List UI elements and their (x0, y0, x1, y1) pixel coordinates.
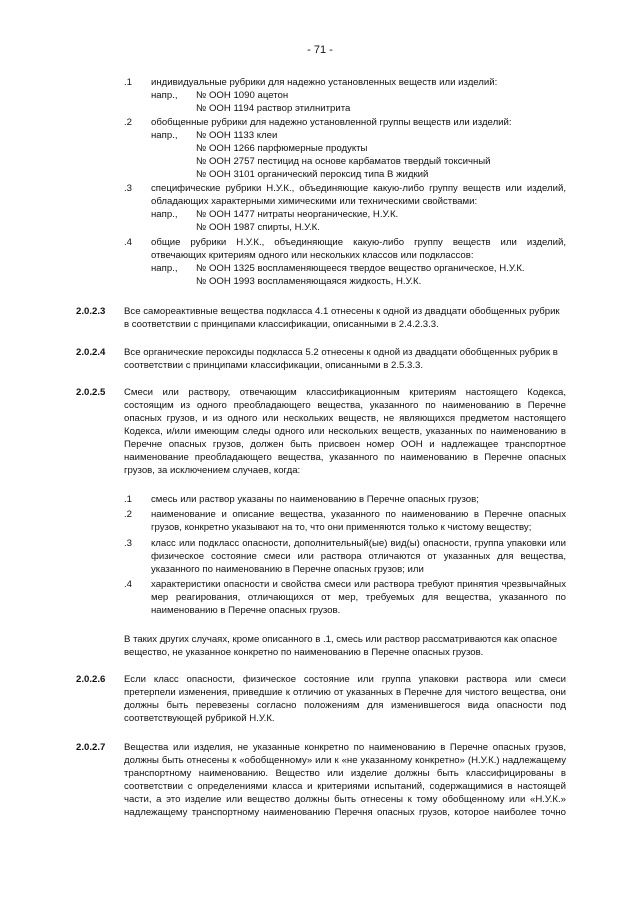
example-line: № ООН 1090 ацетон (196, 90, 289, 101)
example-line: № ООН 1477 нитраты неорганические, Н.У.К. (196, 209, 399, 220)
example-line: № ООН 1993 воспламеняющаяся жидкость, Н.У.К. (196, 276, 422, 287)
list-item-number: .3 (124, 183, 133, 194)
list-item-number: .4 (124, 237, 133, 248)
paragraph-line: Кодекса, и/или имеющим следы одного или нескольких веществ, указанных по наименованию в (124, 426, 566, 437)
page-number: - 71 - (307, 44, 333, 56)
section-number: 2.0.2.7 (76, 742, 106, 753)
paragraph-line: Вещества или изделия, не указанные конкретно по наименованию в Перечне опасных грузов, (124, 742, 566, 753)
paragraph-line: Перечне опасных грузов, должен быть присвоен номер ООН и надлежащее транспортное (124, 439, 566, 450)
list-item-text: отвечающих критериям одного или нескольких классов или подклассов: (151, 250, 474, 261)
list-item-text: физическое состояние смеси или раствора отличаются от указанных для вещества, (151, 551, 566, 562)
paragraph-line: вещество, не указанное конкретно по наименованию в Перечне опасных грузов. (124, 647, 484, 658)
paragraph-line: надлежащему транспортному наименованию Перечня опасных грузов, которое наиболее точно (124, 807, 566, 818)
paragraph-line: соответствующей рубрикой Н.У.К. (124, 713, 275, 724)
list-item-text: индивидуальные рубрики для надежно установленных веществ или изделий: (151, 77, 498, 88)
list-item-number: .3 (124, 538, 133, 549)
example-label: напр., (151, 130, 178, 141)
paragraph-line: Все органические пероксиды подкласса 5.2 отнесены к одной из двадцати обобщенных рубрик в (124, 347, 558, 358)
list-item-number: .1 (124, 494, 133, 505)
example-line: № ООН 1325 воспламеняющееся твердое вещество органическое, Н.У.К. (196, 263, 525, 274)
example-line: № ООН 1194 раствор этилнитрита (196, 103, 351, 114)
paragraph-line: состоящим из одного преобладающего вещества, указанного по наименованию в Перечне (124, 400, 566, 411)
list-item-text: специфические рубрики Н.У.К., объединяющие какую-либо группу веществ или изделий, (151, 183, 566, 194)
list-item-text: указанного по наименованию в Перечне опасных грузов; или (151, 564, 424, 575)
example-line: № ООН 2757 пестицид на основе карбаматов твердый токсичный (196, 156, 491, 167)
list-item-number: .4 (124, 579, 133, 590)
example-label: напр., (151, 90, 178, 101)
paragraph-line: В таких других случаях, кроме описанного в .1, смесь или раствор рассматриваются как опасное (124, 634, 558, 645)
paragraph-line: Все самореактивные вещества подкласса 4.1 отнесены к одной из двадцати обобщенных рубрик (124, 306, 560, 317)
section-number: 2.0.2.3 (76, 306, 106, 317)
section-number: 2.0.2.4 (76, 347, 106, 358)
list-item-text: смесь или раствор указаны по наименованию в Перечне опасных грузов; (151, 494, 479, 505)
example-line: № ООН 1133 клеи (196, 130, 278, 141)
paragraph-line: грузов, за исключением случаев, когда: (124, 465, 301, 476)
paragraph-line: в соответствии с принципами классификации, описанными в 2.4.2.3.3. (124, 319, 439, 330)
list-item-text: грузов, конкретно указывают на то, что они применяются только к чистому веществу; (151, 522, 532, 533)
list-item-text: обладающих характерными химическими или техническими свойствами: (151, 196, 478, 207)
example-line: № ООН 1987 спирты, Н.У.К. (196, 222, 320, 233)
example-line: № ООН 1266 парфюмерные продукты (196, 143, 368, 154)
paragraph-line: должны быть отнесены к «обобщенному» или к «не указанному конкретно» (Н.У.К.) надлежащему (124, 755, 566, 766)
paragraph-line: Смеси или раствору, отвечающим классификационным критериям настоящего Кодекса, (124, 387, 566, 398)
list-item-number: .2 (124, 509, 133, 520)
example-label: напр., (151, 263, 178, 274)
list-item-text: наименованию в Перечне опасных грузов. (151, 605, 341, 616)
list-item-text: наименование и описание вещества, указанного по наименованию в Перечне опасных (151, 509, 566, 520)
paragraph-line: претерпели изменения, приведшие к отличию от указанных в Перечне для чистого вещества, они (124, 687, 566, 698)
paragraph-line: опасных грузов, и из одного или нескольких веществ, не являющихся предметом настоящего (124, 413, 566, 424)
list-item-number: .1 (124, 77, 133, 88)
list-item-number: .2 (124, 117, 133, 128)
section-number: 2.0.2.6 (76, 674, 106, 685)
example-label: напр., (151, 209, 178, 220)
section-number: 2.0.2.5 (76, 387, 106, 398)
paragraph-line: должны быть перевезены согласно положениям для изменившегося вида опасности под (124, 700, 566, 711)
paragraph-line: Если класс опасности, физическое состояние или группа упаковки раствора или смеси (124, 674, 566, 685)
list-item-text: класс или подкласс опасности, дополнительный(ые) вид(ы) опасности, группа упаковки или (151, 538, 566, 549)
list-item-text: мер реагирования, отличающихся от мер, требуемых для вещества, указанного по (151, 592, 566, 603)
paragraph-line: наименование преобладающего вещества, указанного по наименованию в Перечне опасных (124, 452, 566, 463)
example-line: № ООН 3101 органический пероксид типа В жидкий (196, 169, 429, 180)
paragraph-line: части, а это изделие или вещество должны быть отнесены к тому обобщенному или «Н.У.К.» (124, 794, 566, 805)
list-item-text: общие рубрики Н.У.К., объединяющие какую-либо группу веществ или изделий, (151, 237, 566, 248)
list-item-text: обобщенные рубрики для надежно установленной группы веществ или изделий: (151, 117, 512, 128)
paragraph-line: соответствии с определениями класса и критериями испытаний, содержащимися в настоящей (124, 781, 566, 792)
paragraph-line: соответствии с принципами классификации, описанными в 2.5.3.3. (124, 360, 424, 371)
list-item-text: характеристики опасности и свойства смеси или раствора требуют принятия чрезвычайных (151, 579, 566, 590)
paragraph-line: транспортному наименованию. Вещество или изделие должны быть классифицированы в (124, 768, 566, 779)
